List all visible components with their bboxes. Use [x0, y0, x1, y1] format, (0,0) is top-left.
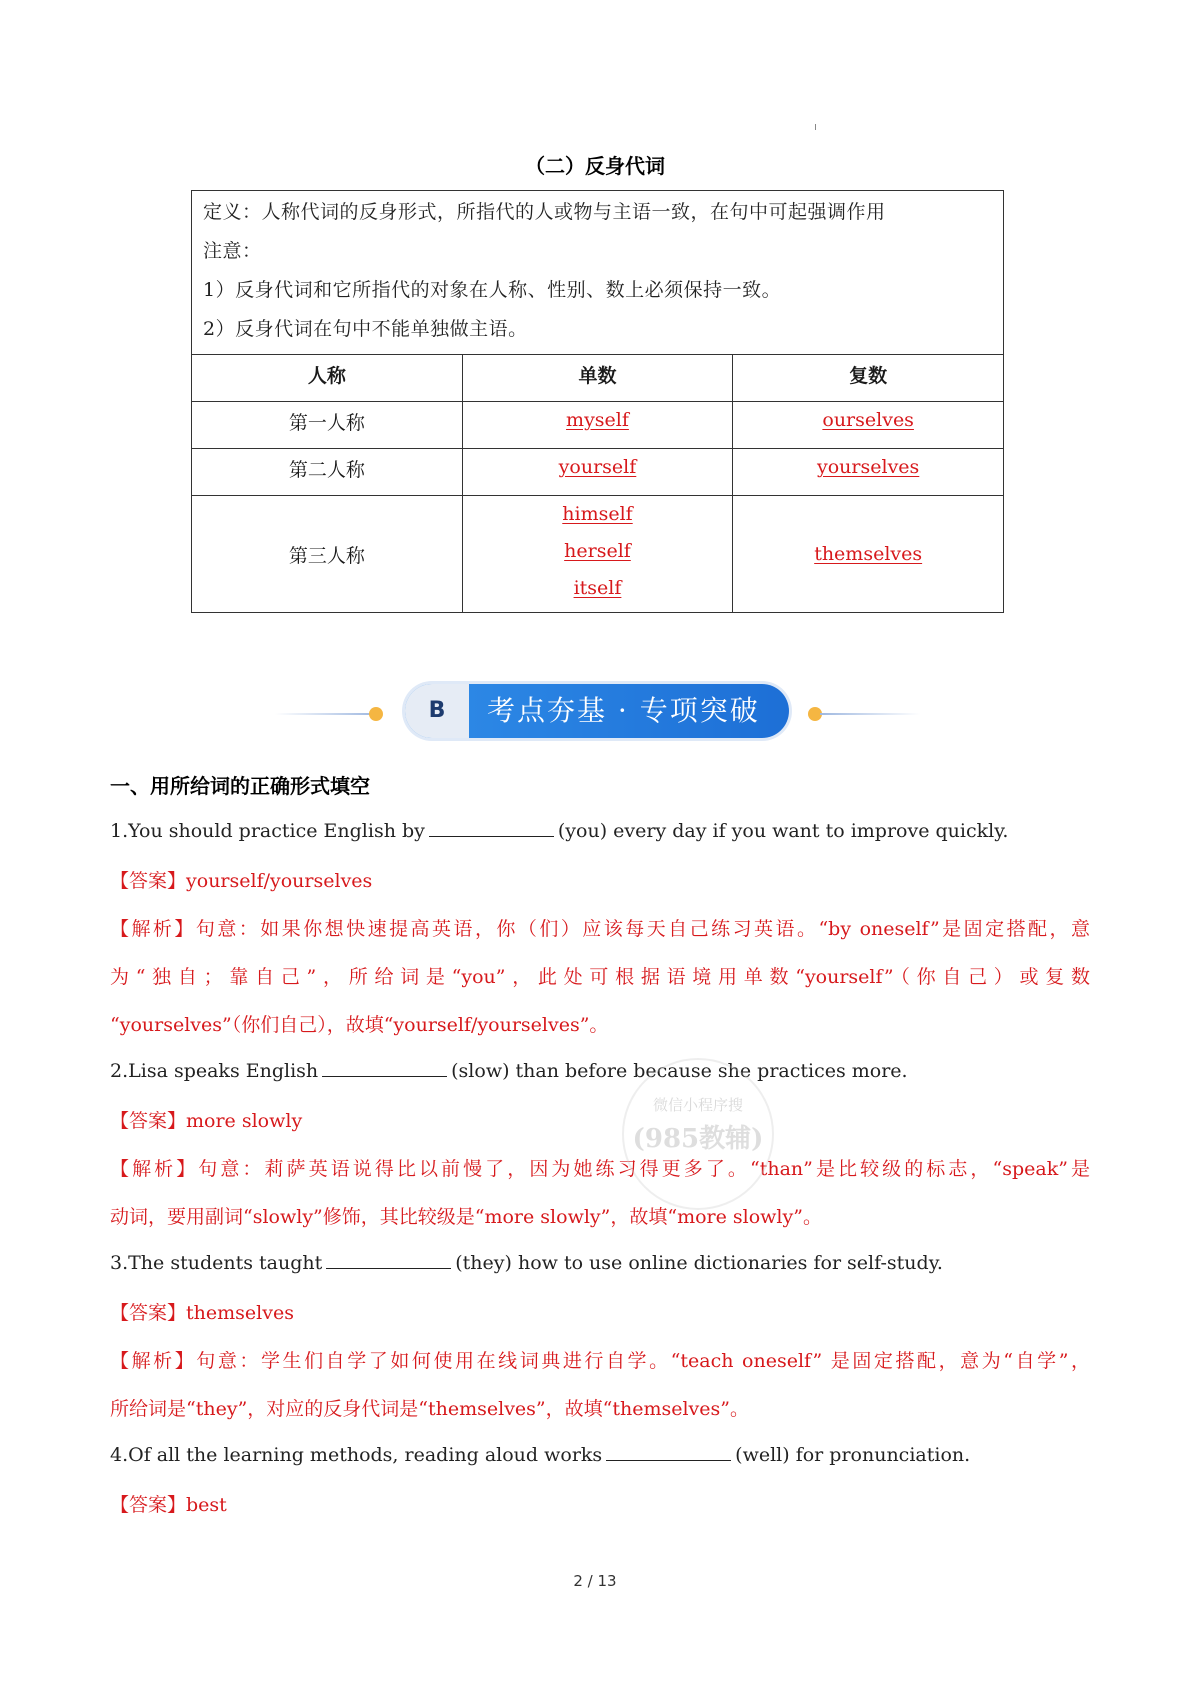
header-plural: 复数 [733, 355, 1004, 402]
person-cell: 第三人称 [192, 496, 463, 613]
answer-4 [110, 1490, 227, 1517]
table-row [192, 402, 1004, 449]
question-text: 2.Lisa speaks English [110, 1060, 319, 1082]
banner-divider-left [275, 713, 375, 715]
question-text: (they) how to use online dictionaries for self-study. [455, 1252, 943, 1274]
answer-blank [322, 1058, 447, 1077]
analysis-3-line-2: 所给词是“they”，对应的反身代词是“themselves”，故填“themselves”。 [110, 1398, 749, 1420]
answer-1 [110, 866, 372, 893]
pronoun-answer: ourselves [822, 409, 914, 431]
banner-divider-right [820, 713, 920, 715]
analysis-label: 【解析】 [110, 918, 196, 940]
analysis-1-line-2: 为“独自；靠自己”，所给词是“you”，此处可根据语境用单数“yourself”（你自己）或复数 [110, 966, 1090, 988]
analysis-1-line-1 [110, 914, 1090, 941]
person-cell: 第一人称 [192, 402, 463, 449]
plural-cell [733, 402, 1004, 449]
answer-text: more slowly [186, 1110, 303, 1132]
answer-blank [326, 1250, 451, 1269]
watermark-line-1: 微信小程序搜 [652, 1096, 743, 1114]
analysis-2-line-2: 动词，要用副词“slowly”修饰，其比较级是“more slowly”，故填“more slowly”。 [110, 1206, 822, 1228]
plural-cell [733, 496, 1004, 613]
analysis-3-line-1 [110, 1346, 1090, 1373]
pronoun-answer: itself [573, 577, 622, 599]
plural-cell [733, 449, 1004, 496]
answer-3 [110, 1298, 294, 1325]
singular-cell [462, 402, 733, 449]
pronoun-answer: myself [566, 409, 629, 431]
definition-line: 定义：人称代词的反身形式，所指代的人或物与主语一致，在句中可起强调作用 [203, 201, 886, 223]
singular-cell [462, 496, 733, 613]
scan-mark [815, 124, 816, 130]
watermark-line-2: (985教辅) [632, 1124, 764, 1154]
question-text: 4.Of all the learning methods, reading aloud works [110, 1444, 603, 1466]
answer-label: 【答案】 [110, 1110, 187, 1132]
answer-label: 【答案】 [110, 1494, 187, 1516]
answer-label: 【答案】 [110, 1302, 187, 1324]
table-header-row [192, 355, 1004, 402]
answer-2 [110, 1106, 302, 1133]
analysis-text: 句意：学生们自学了如何使用在线词典进行自学。“teach oneself” 是固定搭配，意为“自学”， [196, 1350, 1090, 1372]
note-label: 注意： [203, 240, 262, 262]
pronoun-answer: yourself [558, 456, 637, 478]
header-singular: 单数 [462, 355, 733, 402]
banner-title: 考点夯基 · 专项突破 [487, 694, 760, 727]
note-item-1: 1）反身代词和它所指代的对象在人称、性别、数上必须保持一致。 [203, 279, 782, 301]
section-banner [405, 684, 789, 738]
analysis-label: 【解析】 [110, 1350, 197, 1372]
page-number: 2 / 13 [573, 1572, 617, 1590]
question-text: 3.The students taught [110, 1252, 323, 1274]
analysis-label: 【解析】 [110, 1158, 199, 1180]
section-title: （二）反身代词 [525, 154, 665, 178]
banner-badge: B [405, 684, 469, 738]
part-title: 一、用所给词的正确形式填空 [110, 774, 370, 798]
question-2 [110, 1058, 908, 1082]
answer-text: themselves [186, 1302, 294, 1324]
question-text: 1.You should practice English by [110, 820, 425, 842]
table-row [192, 496, 1004, 613]
pronoun-answer: herself [564, 540, 631, 562]
question-text: (well) for pronunciation. [735, 1444, 971, 1466]
reflexive-pronoun-table [191, 354, 1004, 613]
question-4 [110, 1442, 970, 1466]
definition-box [191, 190, 1004, 355]
pronoun-answer: themselves [814, 543, 923, 565]
analysis-text: 句意：莉萨英语说得比以前慢了，因为她练习得更多了。“than”是比较级的标志，“speak”是 [198, 1158, 1090, 1180]
answer-blank [429, 818, 554, 837]
answer-blank [606, 1442, 731, 1461]
header-person: 人称 [192, 355, 463, 402]
question-1 [110, 818, 1008, 842]
answer-label: 【答案】 [110, 870, 187, 892]
banner-dot-left [369, 707, 383, 721]
pronoun-answer: himself [562, 503, 633, 525]
answer-text: best [186, 1494, 227, 1516]
answer-text: yourself/yourselves [186, 870, 373, 892]
table-row [192, 449, 1004, 496]
watermark-stamp [622, 1058, 774, 1210]
pronoun-answer: yourselves [817, 456, 920, 478]
analysis-2-line-1 [110, 1154, 1090, 1181]
person-cell: 第二人称 [192, 449, 463, 496]
note-item-2: 2）反身代词在句中不能单独做主语。 [203, 318, 528, 340]
question-3 [110, 1250, 943, 1274]
analysis-text: 句意：如果你想快速提高英语，你（们）应该每天自己练习英语。“by oneself”是固定搭配，意 [195, 918, 1090, 940]
question-text: (slow) than before because she practices more. [451, 1060, 908, 1082]
analysis-1-line-3: “yourselves”（你们自己），故填“yourself/yourselves”。 [110, 1014, 609, 1036]
question-text: (you) every day if you want to improve quickly. [557, 820, 1009, 842]
singular-cell [462, 449, 733, 496]
